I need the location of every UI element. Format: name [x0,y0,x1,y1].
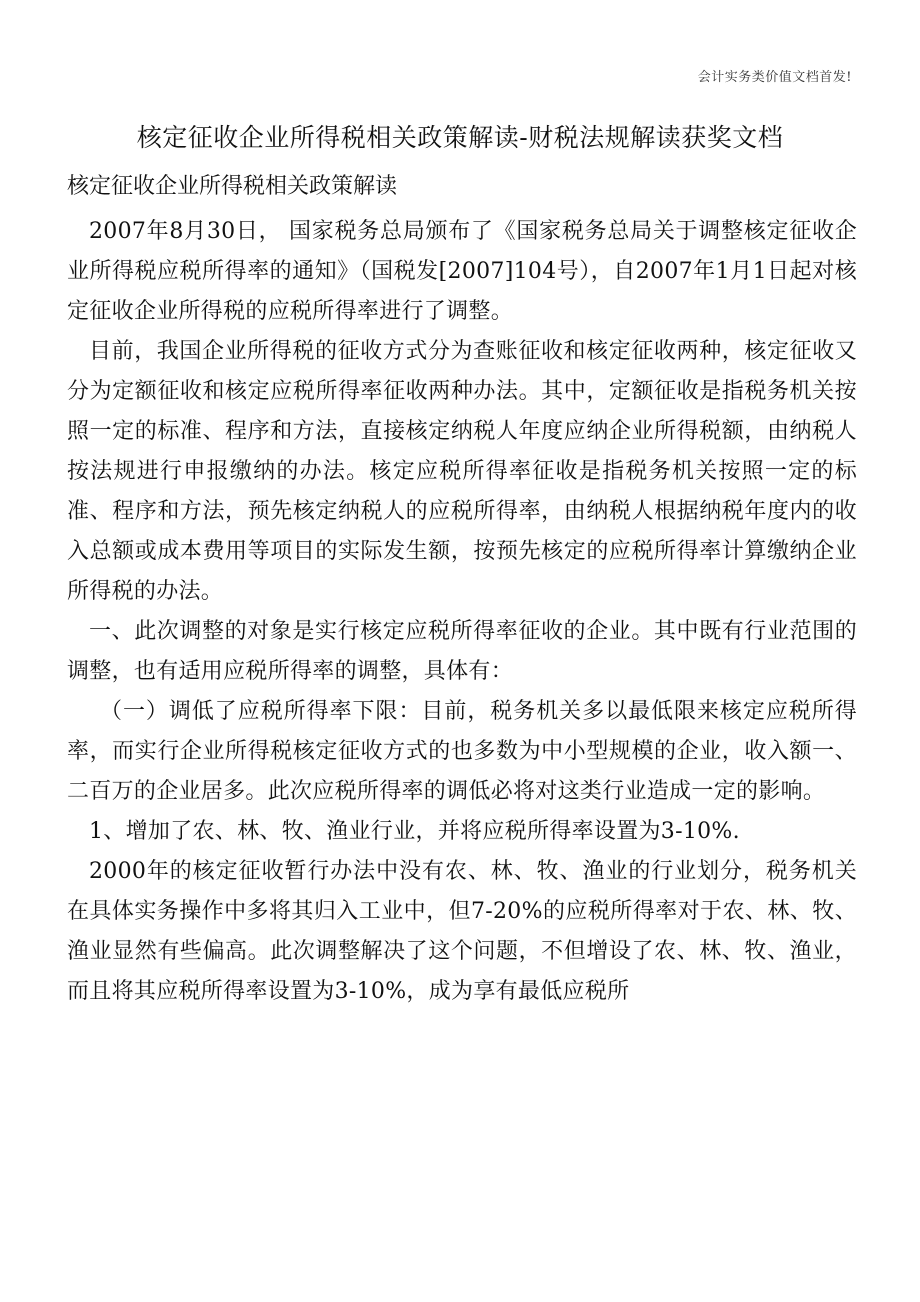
header-note: 会计实务类价值文档首发! [697,70,852,85]
paragraph-announcement: 2007年8月30日， 国家税务总局颁布了《国家税务总局关于调整核定征收企业所得税应税所得率的通知》（国税发[2007]104号），自2007年1月1日起对核定征收企业所得税的应税所得率进行了调整。 [67,219,857,324]
paragraph-2000-measures: 2000年的核定征收暂行办法中没有农、林、牧、渔业的行业划分，税务机关在具体实务操作中多将其归入工业中，但7-20%的应税所得率对于农、林、牧、渔业显然有些偏高。此次调整解决了这个问题，不但增设了农、林、牧、渔业，而且将其应税所得率设置为3-10%，成为享有最低应税所 [67,859,857,1004]
document-title: 核定征收企业所得税相关政策解读-财税法规解读获奖文档 [136,123,784,152]
paragraph-lower-limit: （一）调低了应税所得率下限：目前，税务机关多以最低限来核定应税所得率，而实行企业所得税核定征收方式的也多数为中小型规模的企业，收入额一、二百万的企业居多。此次应税所得率的调低必将对这类行业造成一定的影响。 [67,699,857,804]
document-body [67,170,857,1012]
paragraph-agriculture-added: 1、增加了农、林、牧、渔业行业，并将应税所得率设置为3-10%. [89,819,740,844]
document-subtitle: 核定征收企业所得税相关政策解读 [67,174,398,199]
paragraph-collection-methods: 目前，我国企业所得税的征收方式分为查账征收和核定征收两种，核定征收又分为定额征收和核定应税所得率征收两种办法。其中，定额征收是指税务机关按照一定的标准、程序和方法，直接核定纳税人年度应纳企业所得税额，由纳税人按法规进行申报缴纳的办法。核定应税所得率征收是指税务机关按照一定的标准、程序和方法，预先核定纳税人的应税所得率，由纳税人根据纳税年度内的收入总额或成本费用等项目的实际发生额，按预先核定的应税所得率计算缴纳企业所得税的办法。 [67,339,857,604]
paragraph-adjustment-scope: 一、此次调整的对象是实行核定应税所得率征收的企业。其中既有行业范围的调整，也有适用应税所得率的调整，具体有： [67,619,857,684]
